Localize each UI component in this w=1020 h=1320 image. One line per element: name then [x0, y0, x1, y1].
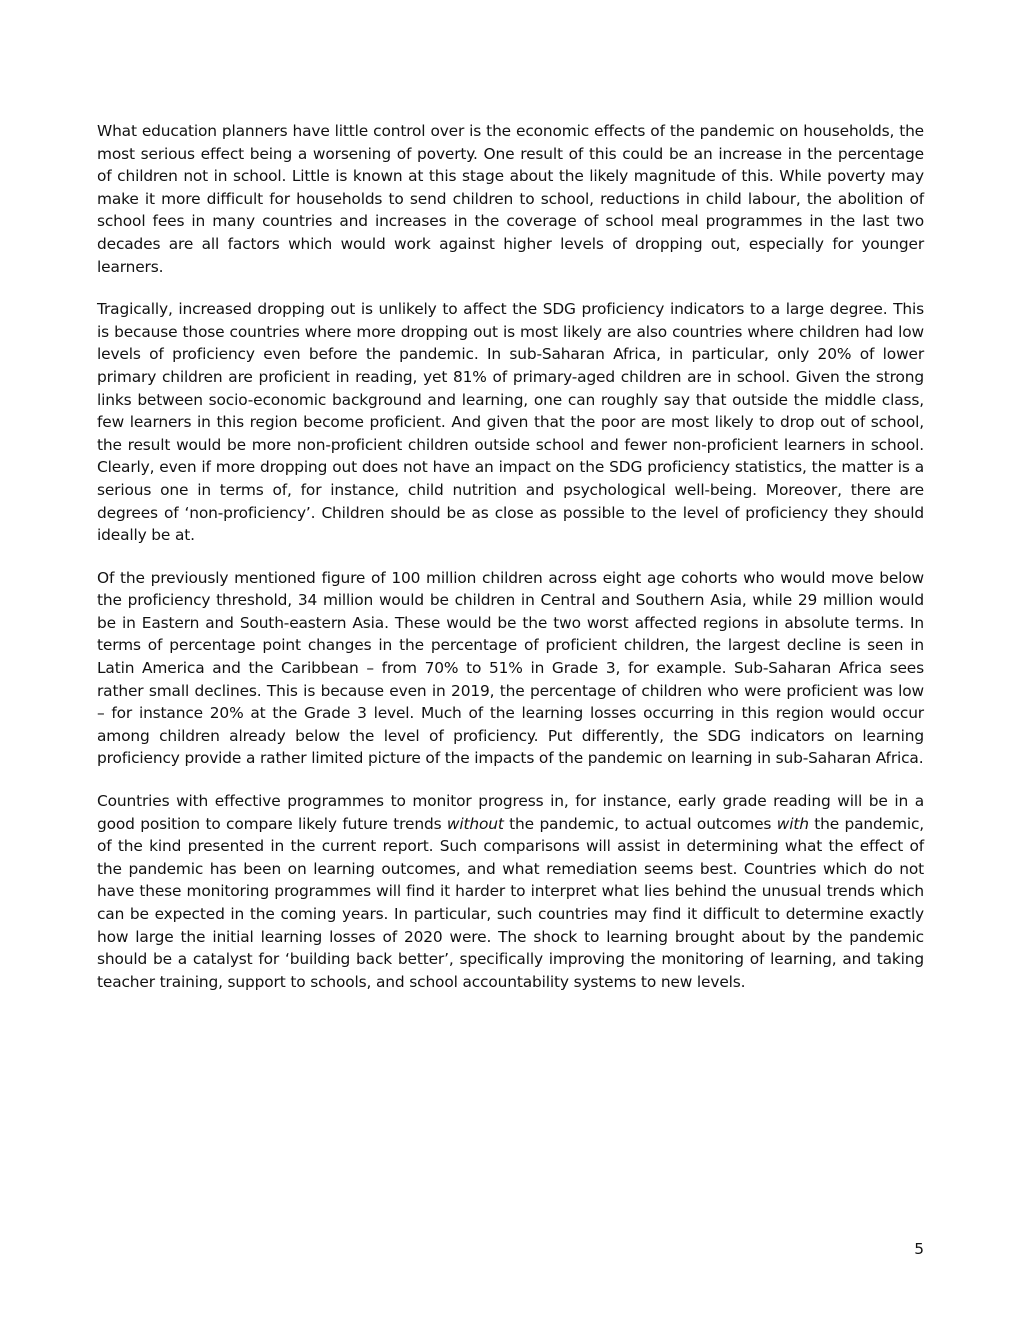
paragraph-text: Countries with effective programmes to monitor progress in, for instance, early grade reading will be in a good position to compare likely future trends	[97, 792, 924, 833]
paragraph-text: the pandemic, to actual outcomes	[503, 814, 777, 833]
emphasis-without: without	[446, 814, 504, 833]
paragraph-text: the pandemic, of the kind presented in the current report. Such comparisons will assist in determining what the effect of the pandemic has been on learning outcomes, and what remediation seems best. Countries which do not have these monitoring programmes will find it harder to interpret what lies behind the unusual trends which can be expected in the coming years. In particular, such countries may find it difficult to determine exactly how large the initial learning losses of 2020 were. The shock to learning brought about by the pandemic should be a catalyst for ‘building back better’, specifically improving the monitoring of learning, and taking teacher training, support to schools, and school accountability systems to new levels.	[97, 814, 925, 991]
page-number: 5	[914, 1240, 924, 1258]
paragraph-text: Tragically, increased dropping out is unlikely to affect the SDG proficiency indicators to a large degree. This is because those countries where more dropping out is most likely are also countries where children had low levels of proficiency even before the pandemic. In sub-Saharan Africa, in particular, only 20% of lower primary children are proficient in reading, yet 81% of primary-aged children are in school. Given the strong links between socio-economic background and learning, one can roughly say that outside the middle class, few learners in this region become proficient. And given that the poor are most likely to drop out of school, the result would be more non-proficient children outside school and fewer non-proficient learners in school. Clearly, even if more dropping out does not have an impact on the SDG proficiency statistics, the matter is a serious one in terms of, for instance, child nutrition and psychological well-being. Moreover, there are degrees of ‘non-proficiency’. Children should be as close as possible to the level of proficiency they should ideally be at.	[97, 300, 924, 545]
paragraph-regional-impacts	[97, 567, 924, 770]
paragraph-monitoring-programmes	[97, 790, 924, 993]
paragraph-dropping-out	[97, 298, 924, 547]
paragraph-text: What education planners have little control over is the economic effects of the pandemic on households, the most serious effect being a worsening of poverty. One result of this could be an increase in the percentage of children not in school. Little is known at this stage about the likely magnitude of this. While poverty may make it more difficult for households to send children to school, reductions in child labour, the abolition of school fees in many countries and increases in the coverage of school meal programmes in the last two decades are all factors which would work against higher levels of dropping out, especially for younger learners.	[97, 122, 924, 276]
paragraph-text: Of the previously mentioned figure of 100 million children across eight age cohorts who would move below the proficiency threshold, 34 million would be children in Central and Southern Asia, while 29 million would be in Eastern and South-eastern Asia. These would be the two worst affected regions in absolute terms. In terms of percentage point changes in the percentage of proficient children, the largest decline is seen in Latin America and the Caribbean – from 70% to 51% in Grade 3, for example. Sub-Saharan Africa sees rather small declines. This is because even in 2019, the percentage of children who were proficient was low – for instance 20% at the Grade 3 level. Much of the learning losses occurring in this region would occur among children already below the level of proficiency. Put differently, the SDG indicators on learning proficiency provide a rather limited picture of the impacts of the pandemic on learning in sub-Saharan Africa.	[97, 568, 924, 768]
paragraph-household-poverty	[97, 120, 924, 278]
emphasis-with: with	[776, 814, 809, 833]
body-text	[97, 120, 924, 1013]
